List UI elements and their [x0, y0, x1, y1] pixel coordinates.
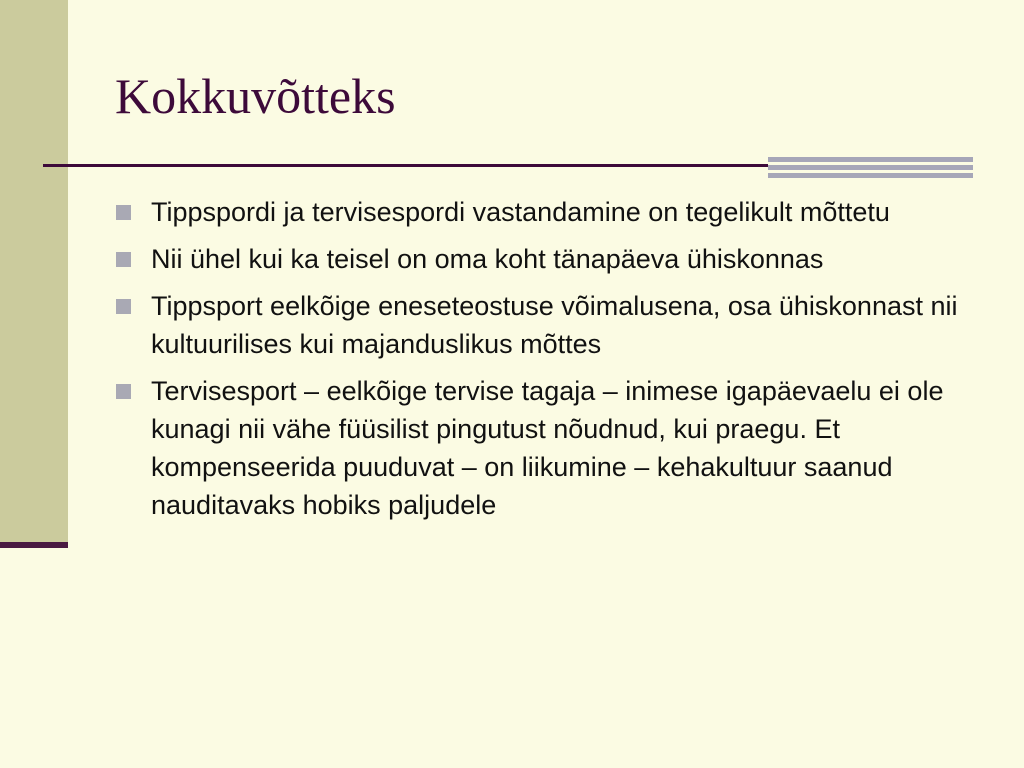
bullet-item [115, 240, 975, 278]
square-bullet-icon [116, 299, 131, 314]
square-bullet-icon [116, 205, 131, 220]
bullet-list [115, 193, 975, 533]
title-accent-stripes [768, 157, 973, 179]
bullet-text: Tippspordi ja tervisespordi vastandamine on tegelikult mõttetu [151, 197, 890, 227]
title-underline [43, 164, 768, 167]
accent-stripe [768, 165, 973, 170]
bullet-item [115, 193, 975, 231]
square-bullet-icon [116, 384, 131, 399]
bullet-item [115, 372, 975, 524]
accent-stripe [768, 173, 973, 178]
accent-stripe [768, 157, 973, 162]
bullet-item [115, 287, 975, 363]
sidebar-rule [0, 542, 68, 548]
square-bullet-icon [116, 252, 131, 267]
bullet-text: Tippsport eelkõige eneseteostuse võimalusena, osa ühiskonnast nii kultuurilises kui majanduslikus mõttes [151, 291, 958, 359]
sidebar-decoration [0, 0, 68, 543]
bullet-text: Nii ühel kui ka teisel on oma koht tänapäeva ühiskonnas [151, 244, 824, 274]
bullet-text: Tervisesport – eelkõige tervise tagaja – inimese igapäevaelu ei ole kunagi nii vähe füüsilist pingutust nõudnud, kui praegu. Et kompenseerida puuduvat – on liikumine – kehakultuur saanud nauditavaks hobiks paljudele [151, 376, 944, 520]
slide-title: Kokkuvõtteks [115, 68, 396, 124]
